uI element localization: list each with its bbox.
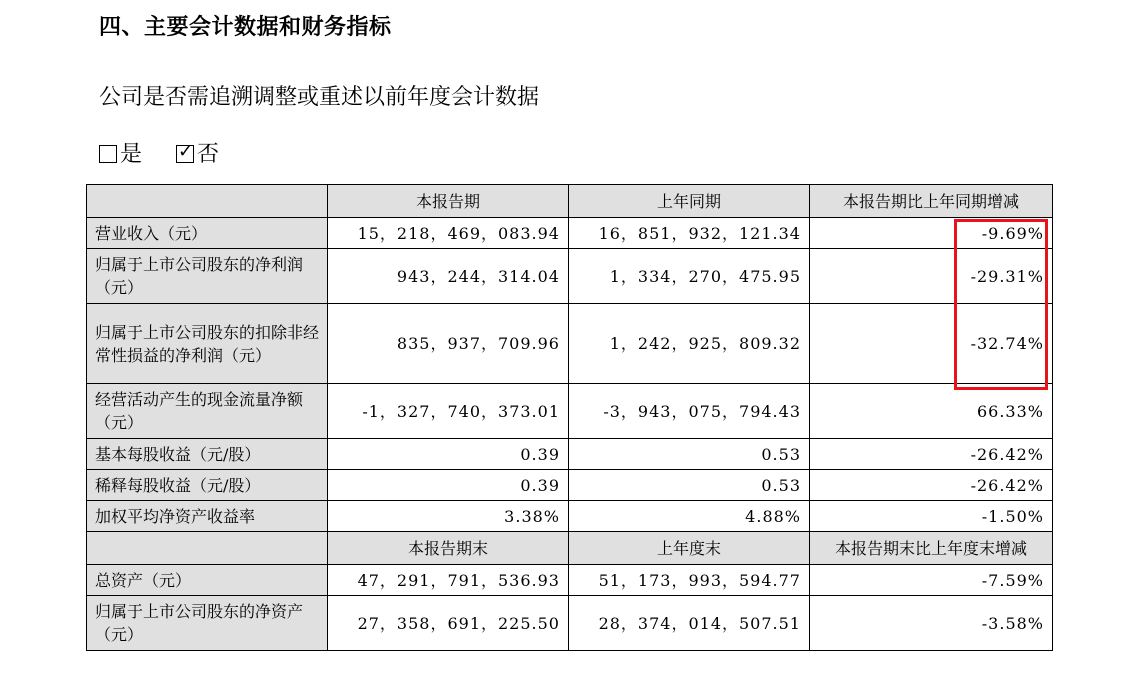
change-value: 66.33% xyxy=(810,384,1053,439)
prior-value: 1，242，925，809.32 xyxy=(569,304,810,384)
change-value: -32.74% xyxy=(810,304,1053,384)
row-label: 总资产（元） xyxy=(87,565,328,596)
table-row xyxy=(87,249,1053,304)
prior-value: 0.53 xyxy=(569,470,810,501)
current-value: 3.38% xyxy=(328,501,569,532)
table-row xyxy=(87,439,1053,470)
table-row xyxy=(87,384,1053,439)
header-cell: 本报告期末比上年度末增减 xyxy=(810,532,1053,565)
prior-value: 1，334，270，475.95 xyxy=(569,249,810,304)
table-row xyxy=(87,304,1053,384)
current-value: 835，937，709.96 xyxy=(328,304,569,384)
row-label: 归属于上市公司股东的净利润（元） xyxy=(87,249,328,304)
table-row xyxy=(87,501,1053,532)
header-cell: 上年度末 xyxy=(569,532,810,565)
table-row xyxy=(87,596,1053,651)
header-cell xyxy=(87,532,328,565)
restatement-options xyxy=(99,137,219,168)
change-value: -9.69% xyxy=(810,218,1053,249)
table-header-row xyxy=(87,185,1053,218)
financial-indicators-table xyxy=(86,184,1053,651)
current-value: 0.39 xyxy=(328,439,569,470)
table-row xyxy=(87,565,1053,596)
current-value: -1，327，740，373.01 xyxy=(328,384,569,439)
header-cell: 上年同期 xyxy=(569,185,810,218)
header-cell: 本报告期末 xyxy=(328,532,569,565)
option-no-label: 否 xyxy=(197,142,220,167)
prior-value: -3，943，075，794.43 xyxy=(569,384,810,439)
checkbox-no[interactable] xyxy=(176,145,194,163)
row-label: 加权平均净资产收益率 xyxy=(87,501,328,532)
row-label: 经营活动产生的现金流量净额（元） xyxy=(87,384,328,439)
prior-value: 0.53 xyxy=(569,439,810,470)
row-label: 稀释每股收益（元/股） xyxy=(87,470,328,501)
current-value: 0.39 xyxy=(328,470,569,501)
table-row xyxy=(87,470,1053,501)
current-value: 47，291，791，536.93 xyxy=(328,565,569,596)
table-header-row xyxy=(87,532,1053,565)
section-heading: 四、主要会计数据和财务指标 xyxy=(99,15,392,40)
header-cell xyxy=(87,185,328,218)
row-label: 基本每股收益（元/股） xyxy=(87,439,328,470)
change-value: -7.59% xyxy=(810,565,1053,596)
table-row xyxy=(87,218,1053,249)
change-value: -1.50% xyxy=(810,501,1053,532)
checkbox-yes[interactable] xyxy=(99,145,117,163)
current-value: 15，218，469，083.94 xyxy=(328,218,569,249)
change-value: -3.58% xyxy=(810,596,1053,651)
prior-value: 28，374，014，507.51 xyxy=(569,596,810,651)
change-value: -29.31% xyxy=(810,249,1053,304)
row-label: 归属于上市公司股东的扣除非经常性损益的净利润（元） xyxy=(87,304,328,384)
header-cell: 本报告期 xyxy=(328,185,569,218)
current-value: 943，244，314.04 xyxy=(328,249,569,304)
option-yes-label: 是 xyxy=(120,142,143,167)
prior-value: 4.88% xyxy=(569,501,810,532)
current-value: 27，358，691，225.50 xyxy=(328,596,569,651)
header-cell: 本报告期比上年同期增减 xyxy=(810,185,1053,218)
row-label: 营业收入（元） xyxy=(87,218,328,249)
row-label: 归属于上市公司股东的净资产（元） xyxy=(87,596,328,651)
change-value: -26.42% xyxy=(810,470,1053,501)
restatement-question: 公司是否需追溯调整或重述以前年度会计数据 xyxy=(99,85,540,110)
change-value: -26.42% xyxy=(810,439,1053,470)
prior-value: 51，173，993，594.77 xyxy=(569,565,810,596)
prior-value: 16，851，932，121.34 xyxy=(569,218,810,249)
